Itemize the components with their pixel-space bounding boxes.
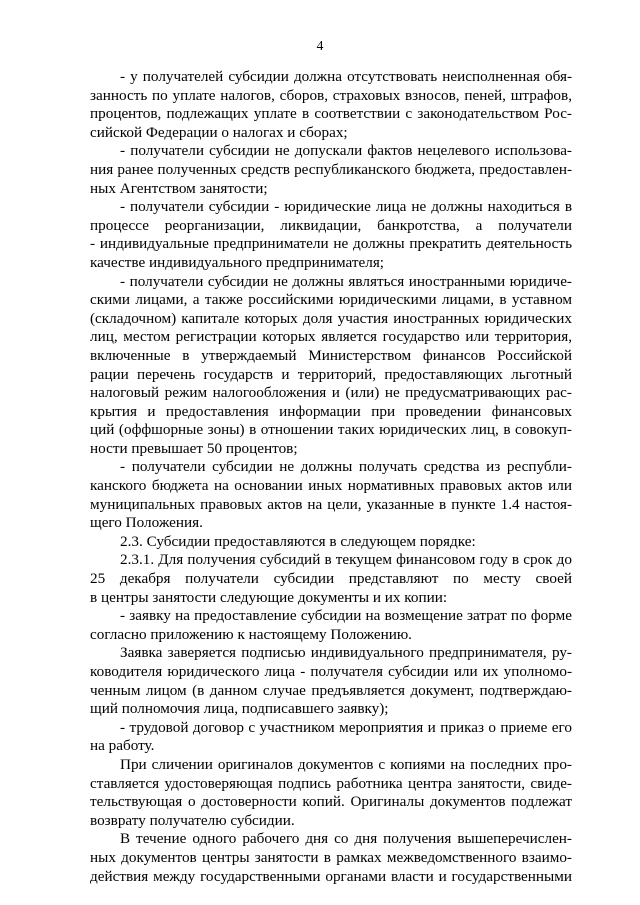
text-line: действия между государственными органами власти и государственными — [90, 867, 572, 885]
text-line: щего Положения. — [90, 514, 203, 532]
text-line: - трудовой договор с участником мероприятия и приказ о приеме его — [120, 718, 572, 736]
text-line: на работу. — [90, 737, 155, 755]
text-line: согласно приложению к настоящему Положению. — [90, 625, 412, 643]
text-line: Заявка заверяется подписью индивидуального предпринимателя, ру- — [120, 644, 572, 662]
text-line: ния ранее полученных средств республиканского бюджета, предоставлен- — [90, 160, 572, 178]
page-number: 4 — [316, 38, 324, 53]
text-line: При сличении оригиналов документов с копиями на последних про- — [120, 755, 572, 773]
text-line: процессе реорганизации, ликвидации, банкротства, а получатели — [90, 216, 572, 234]
text-line: щий полномочия лица, подписавшего заявку); — [90, 700, 389, 718]
text-line: качестве индивидуального предпринимателя; — [90, 253, 385, 271]
text-line: 2.3.1. Для получения субсидий в текущем финансовом году в срок до — [120, 551, 572, 569]
text-line: ставляется удостоверяющая подпись работника центра занятости, свиде- — [90, 774, 572, 792]
text-line: ководителя юридического лица - получателя субсидии или их уполномо- — [90, 663, 572, 680]
text-line: ченным лицом (в данном случае предъявляется документ, подтверждаю- — [90, 681, 572, 699]
text-line: тельствующая о достоверности копий. Оригиналы документов подлежат — [90, 793, 572, 811]
text-line: рации перечень государств и территорий, предоставляющих льготный — [90, 365, 572, 383]
text-line: крытия и предоставления информации при проведении финансовых — [90, 402, 572, 420]
text-line: муниципальных правовых актов на цели, указанные в пункте 1.4 настоя- — [90, 495, 572, 513]
text-line: - получатели субсидии не должны являться иностранными юридиче- — [120, 272, 572, 290]
text-line: ных Агентством занятости; — [90, 179, 268, 197]
text-line: - получатели субсидии - юридические лица не должны находиться в — [120, 198, 572, 216]
text-line: - получатели субсидии не должны получать средства из республи- — [120, 458, 572, 476]
text-line: в центры занятости следующие документы и их копии: — [90, 588, 448, 606]
text-line: занность по уплате налогов, сборов, страховых взносов, пеней, штрафов, — [90, 86, 572, 104]
text-line: 25 декабря получатели субсидии представляют по месту своей — [90, 570, 572, 588]
text-line: возврату получателю субсидии. — [90, 811, 295, 829]
text-line: ций (оффшорные зоны) в отношении таких юридических лиц, в совокуп- — [90, 421, 572, 439]
text-line: скими лицами, а также российскими юридическими лицами, в уставном — [90, 291, 572, 309]
text-line: включенные в утверждаемый Министерством финансов Российской — [90, 346, 572, 364]
text-line: ных документов центры занятости в рамках межведомственного взаимо- — [90, 848, 572, 866]
text-line: (складочном) капитале которых доля участия иностранных юридических — [90, 309, 572, 327]
text-line: ности превышает 50 процентов; — [90, 439, 298, 457]
text-line: 2.3. Субсидии предоставляются в следующем порядке: — [120, 532, 476, 550]
text-line: налоговый режим налогообложения и (или) не предусматривающих рас- — [90, 384, 572, 402]
text-line: сийской Федерации о налогах и сборах; — [90, 123, 348, 141]
text-line: - индивидуальные предприниматели не должны прекратить деятельность — [90, 235, 572, 253]
text-line: - заявку на предоставление субсидии на возмещение затрат по форме — [120, 607, 572, 625]
text-line: - у получателей субсидии должна отсутствовать неисполненная обя- — [120, 68, 572, 85]
text-line: процентов, подлежащих уплате в соответствии с законодательством Рос- — [90, 105, 572, 123]
text-line: лиц, местом регистрации которых является государство или территория, — [90, 328, 572, 346]
text-line: - получатели субсидии не допускали фактов нецелевого использова- — [120, 142, 572, 160]
text-line: канского бюджета на основании иных нормативных правовых актов или — [90, 477, 572, 495]
document-body — [90, 68, 572, 886]
text-line: В течение одного рабочего дня со дня получения вышеперечислен- — [120, 830, 572, 848]
